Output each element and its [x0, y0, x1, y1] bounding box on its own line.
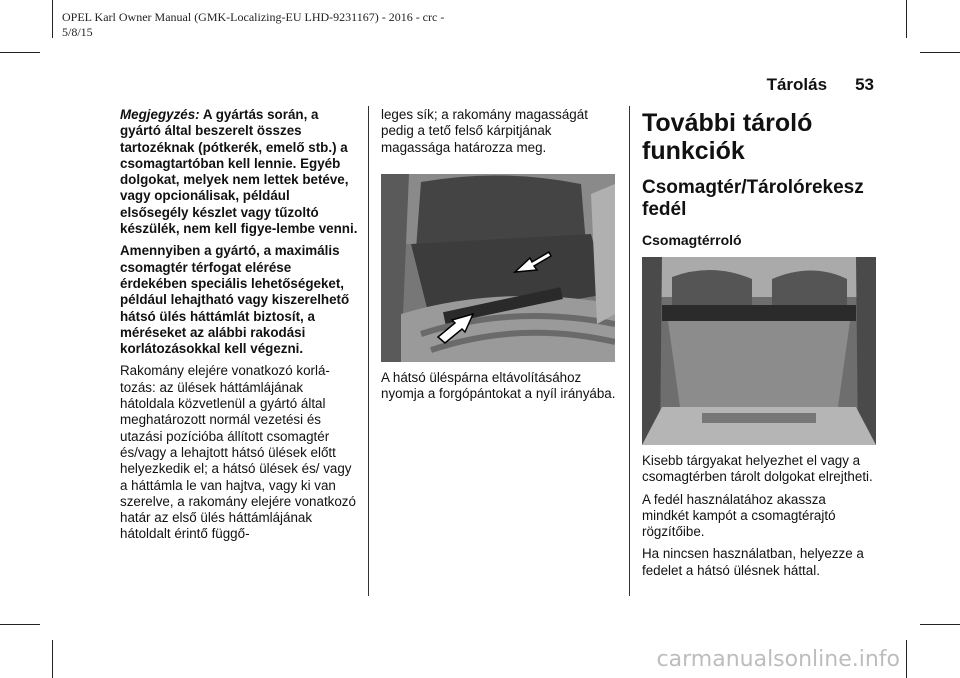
crop-mark	[906, 0, 907, 38]
bold-paragraph: Amennyiben a gyártó, a maximális csomagtér térfogat elérése érdekében speciális lehetőségeket, például lehajtható vagy kiszerelhető hátsó ülés háttámlát biztosít, a méréseket az alábbi rakodási korlátozásokkal kell végezni.	[120, 243, 350, 357]
header-line-2: 5/8/15	[62, 25, 93, 39]
watermark: carmanualsonline.info	[656, 647, 900, 672]
crop-mark	[0, 624, 40, 625]
column-1	[120, 107, 358, 549]
note-text: A gyártás során, a gyártó által beszerelt összes tartozéknak (pótkerék, emelő stb.) a csomagtartóban kell lennie. Egyéb dolgokat, melyek nem lettek betéve, vagy opcionálisak, például elsősegély készlet vagy tűzoltó készülék, nem kell figye-lembe venni.	[120, 107, 358, 237]
section-title: Tárolás	[766, 75, 828, 94]
running-head	[767, 75, 874, 95]
body-paragraph: Ha nincsen használatban, helyezze a fedelet a hátsó ülésnek háttal.	[642, 546, 864, 578]
crop-mark	[920, 52, 960, 53]
column-divider	[629, 106, 630, 596]
crop-mark	[0, 52, 40, 53]
topic-heading: Csomagtérroló	[642, 232, 742, 248]
note-label: Megjegyzés:	[120, 107, 200, 122]
figure-caption: A hátsó üléspárna eltávolításához nyomja a forgópántokat a nyíl irányába.	[381, 369, 616, 402]
cargo-cover-figure	[642, 257, 876, 445]
column-3	[642, 109, 876, 585]
crop-mark	[920, 624, 960, 625]
body-paragraph: Rakomány elejére vonatkozó korlá-tozás: az ülések háttámlájának hátoldala közvetlenül a gyártó által meghatározott normál vezetési és utazási pozícióba állított csomagtér és/vagy a lehajtott hátsó ülések előtt helyezkedik el; a hátsó ülések és/ vagy a háttámla le van hajtva, vagy ki van szerelve, a rakomány elejére vonatkozó határ az első ülés háttámlájának hátoldalt érintő függő-	[120, 363, 356, 542]
page-number: 53	[855, 75, 874, 94]
body-paragraph: A fedél használatához akassza mindkét kampót a csomagtérajtó rögzítőibe.	[642, 491, 836, 540]
body-paragraph: Kisebb tárgyakat helyezhet el vagy a csomagtérben tárolt dolgokat elrejtheti.	[642, 453, 873, 485]
crop-mark	[52, 640, 53, 678]
crop-mark	[906, 640, 907, 678]
note-paragraph	[120, 107, 358, 237]
rear-seat-figure	[381, 174, 615, 362]
section-heading: További tároló funkciók	[642, 109, 813, 165]
document-header	[62, 10, 522, 40]
body-paragraph: leges sík; a rakomány magasságát pedig a tető felső kárpitjának magassága határozza meg.	[381, 107, 588, 155]
subsection-heading: Csomagtér/Tárolórekesz fedél	[642, 177, 864, 220]
crop-mark	[52, 0, 53, 38]
column-2	[381, 107, 616, 408]
column-divider	[368, 106, 369, 596]
header-line-1: OPEL Karl Owner Manual (GMK-Localizing-EU LHD-9231167) - 2016 - crc -	[62, 10, 445, 24]
